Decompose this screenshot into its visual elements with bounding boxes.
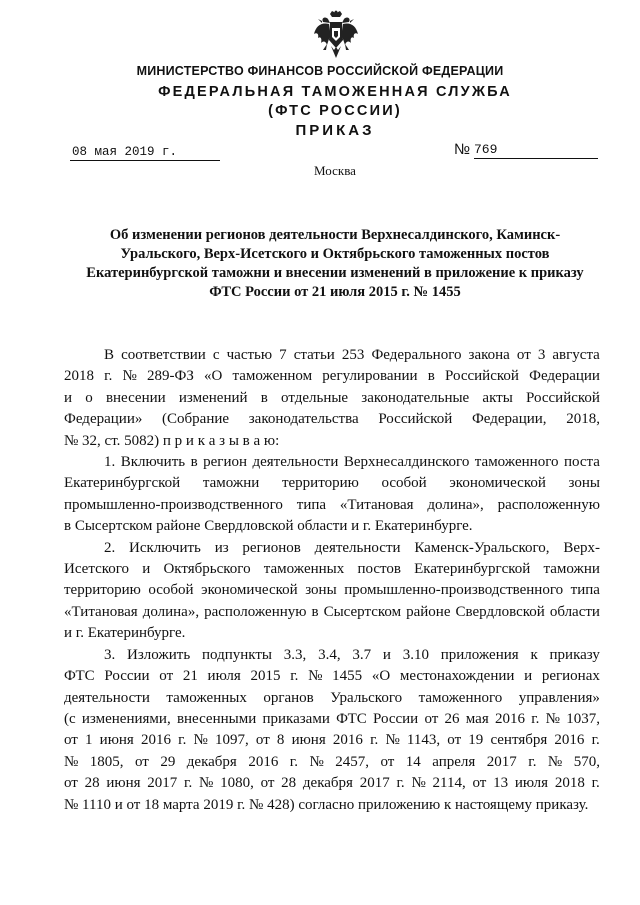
word: от [260,775,275,792]
word: Верх- [563,539,600,556]
word: Федерации, [471,411,547,428]
word: из [214,539,229,556]
word: 28 [281,775,297,792]
word: 29 [160,753,176,770]
word: ФТС [64,668,95,685]
order-body [64,345,600,816]
word: области [549,603,600,620]
word: Изложить [127,646,191,663]
word: особой [148,582,194,599]
document-type-title: ПРИКАЗ [295,122,375,139]
word: № [309,753,324,770]
word: 1805, [89,753,124,770]
word: районе [406,603,451,620]
word: июля [207,668,241,685]
word: «О [371,668,391,685]
word: г. [184,775,193,792]
word: изменениями, [81,710,171,727]
word: таможни [543,561,600,578]
word: г. [370,732,379,749]
word: регионов [242,539,301,556]
word: от [516,347,531,363]
word: июля [514,775,549,792]
word: Уральского [330,689,403,706]
word: органов [263,689,314,706]
body-line [64,709,600,730]
word: долина», [427,496,484,513]
word: внесенными [176,710,257,727]
word: 570, [573,753,600,770]
word: от [380,753,395,770]
subject-line: Екатеринбургской таможни и внесении изменений в приложение к приказу [86,265,584,281]
word: статьи [293,347,335,363]
word: отдельные [281,389,349,406]
word: 2018, [566,411,600,428]
word: от [447,732,462,749]
word: законодательные [361,389,470,406]
word: «Титановая [64,603,138,620]
word: Екатеринбургской [414,561,531,578]
word: № [193,732,208,749]
word: 2015 [250,668,281,685]
word: 3.3, [283,646,307,663]
word: 8 [276,732,285,749]
word: от [159,668,174,685]
word: Каменск-Уральского, [414,539,550,556]
word: 3.10 [402,646,429,663]
word: Российской [445,368,519,385]
body-line [64,345,600,366]
word: особой [381,475,427,492]
word: поста [563,454,600,471]
word: ФТС [336,710,367,727]
word: акты [482,389,513,406]
word: соответствии [121,347,206,363]
word: 2. [104,539,116,556]
word: от [64,775,78,792]
word: Федерации [529,368,600,385]
word: «О [204,368,223,385]
word: приказами [262,710,330,727]
word: и [382,646,391,663]
word: 2016 [554,732,585,749]
body-line [64,795,600,816]
word: 2017 [486,753,517,770]
order-number-label: № [454,141,471,158]
word: 2016 [248,753,279,770]
body-line [64,666,600,687]
body-line [64,773,600,794]
word: № [545,710,560,727]
word: Верхнесалдинского [343,454,470,471]
body-line [64,495,600,516]
word: Российской [526,389,600,406]
word: сентября [490,732,548,749]
word: г. [290,668,299,685]
word: местонахождении [399,668,515,685]
word: г. [104,368,113,385]
word: № [308,668,323,685]
word: Федерации» [64,411,143,428]
word: 1. [104,454,116,471]
word: о [85,389,93,406]
order-subject [70,226,600,302]
word: от [424,710,439,727]
word: декабря [302,775,353,792]
body-line [64,730,600,751]
word: г. [528,753,537,770]
body-line [64,538,600,559]
coat-of-arms-emblem [313,10,359,62]
word: таможенных [263,561,345,578]
word: г. [289,753,298,770]
word: июня [99,732,134,749]
ministry-name: МИНИСТЕРСТВО ФИНАНСОВ РОССИЙСКОЙ ФЕДЕРАЦИИ [136,64,504,78]
word: 14 [405,753,421,770]
word: «Титановая [339,496,414,513]
word: в [190,454,198,471]
word: г. [396,775,405,792]
word: таможенного [474,454,559,471]
word: в [427,368,435,385]
word: типа [296,496,327,513]
word: 2017 [359,775,390,792]
word: территорию [281,475,359,492]
word: регион [203,454,248,471]
word: деятельности [252,454,339,471]
word: № [547,753,563,770]
subject-line: Уральского, Верх-Исетского и Октябрьского таможенных постов [120,246,550,262]
word: декабря [186,753,237,770]
word: деятельности [64,689,150,706]
word: 1455 [332,668,363,685]
word: апреля [432,753,476,770]
word: 1037, [566,710,600,727]
word: 21 [182,668,198,685]
word: промышленно-производственного [64,496,283,513]
subject-line: Об изменении регионов деятельности Верхнесалдинского, Каминск- [109,227,561,243]
word: Екатеринбургской [64,475,181,492]
word: России [104,668,150,685]
word: таможенных [166,689,247,706]
word: изменений [178,389,248,406]
word: г. [591,732,600,749]
word: в [260,389,268,406]
word: таможенном [232,368,313,385]
service-name [0,83,640,121]
word: приложения [440,646,519,663]
word: таможни [202,475,260,492]
word: подпункты [201,646,272,663]
word: июня [106,775,141,792]
subject-line: ФТС России от 21 июля 2015 г. № 1455 [209,284,461,300]
body-line [64,388,600,409]
word: (с [64,710,76,727]
word: управления» [518,689,600,706]
word: расположенную [204,603,307,620]
word: мая [465,710,489,727]
word: 3. [104,646,116,663]
word: 3.4, [318,646,341,663]
word: Октябрьского [163,561,251,578]
body-line [64,645,600,666]
word: 1 [85,732,93,749]
body-line [64,366,600,387]
word: от [135,753,149,770]
word: 1097, [215,732,249,749]
city: Москва [314,163,356,178]
word: и [64,389,73,406]
word: внесении [105,389,166,406]
word: 2018 [554,775,585,792]
word: и [142,561,151,578]
body-line-text: № 32, ст. 5082) п р и к а з ы в а ю: [64,432,280,449]
word: регионах [541,668,600,685]
order-date: 08 мая 2019 г. [70,145,220,161]
word: 289-ФЗ [147,368,194,385]
word: 2018 [64,368,94,385]
service-abbreviation: (ФТС РОССИИ) [268,103,402,119]
word: 3 [537,347,546,363]
body-line [64,752,600,773]
body-line [64,452,600,473]
word: Включить [120,454,186,471]
body-line [64,688,600,709]
word: типа [570,582,600,599]
body-line [64,516,600,537]
word: Сысертском [323,603,402,620]
word: закона [468,347,510,363]
word: № [122,368,137,385]
word: № [199,775,214,792]
word: августа [552,347,600,363]
word: 2114, [432,775,466,792]
word: 19 [468,732,484,749]
word: частью [226,347,273,363]
word: зоны [305,582,337,599]
body-line-text: № 1110 и от 18 марта 2019 г. № 428) согласно приложению к настоящему приказу. [64,796,589,813]
word: июня [291,732,326,749]
word: регулировании [322,368,418,385]
body-line [64,602,600,623]
word: России [372,710,419,727]
word: экономической [201,582,298,599]
word: № [385,732,400,749]
word: В [104,347,115,363]
body-line-text: и г. Екатеринбурге. [64,625,186,642]
word: 2457, [335,753,369,770]
word: Российской [378,411,453,428]
word: г. [178,732,187,749]
word: (Собрание [162,411,230,428]
word: с [212,347,220,363]
word: территорию [64,582,141,599]
word: 2017 [147,775,178,792]
word: долина», [142,603,200,620]
word: приказу [549,646,600,663]
word: экономической [449,475,546,492]
word: г. [591,775,600,792]
word: Свердловской [455,603,545,620]
word: промышленно-производственного [344,582,564,599]
word: № [64,753,79,770]
word: деятельности [314,539,401,556]
service-name-line: ФЕДЕРАЛЬНАЯ ТАМОЖЕННАЯ СЛУЖБА [158,84,512,100]
order-number: 769 [474,142,598,159]
word: расположенную [497,496,600,513]
word: от [472,775,487,792]
body-line [64,559,600,580]
word: 2016 [141,732,171,749]
body-line [64,623,600,644]
word: 3.7 [352,646,372,663]
word: 1080, [220,775,254,792]
word: постов [357,561,401,578]
word: Федерального [371,347,462,363]
word: 253 [341,347,365,363]
word: 13 [493,775,509,792]
word: 7 [279,347,287,363]
word: 28 [84,775,100,792]
word: 26 [444,710,460,727]
word: г. [531,710,540,727]
word: от [255,732,270,749]
body-line [64,409,600,430]
body-line-text: в Сысертском районе Свердловской области и г. Екатеринбурге. [64,518,473,535]
word: 2016 [494,710,525,727]
body-line [64,431,600,452]
word: 2016 [332,732,363,749]
word: № [411,775,426,792]
word: к [530,646,538,663]
word: зоны [568,475,600,492]
word: таможенного [418,689,503,706]
word: в [311,603,319,620]
word: Исключить [129,539,201,556]
word: законодательства [248,411,359,428]
body-line [64,473,600,494]
word: от [64,732,78,749]
word: Исетского [64,561,130,578]
word: и [524,668,533,685]
word: 1143, [406,732,441,749]
body-line [64,580,600,601]
